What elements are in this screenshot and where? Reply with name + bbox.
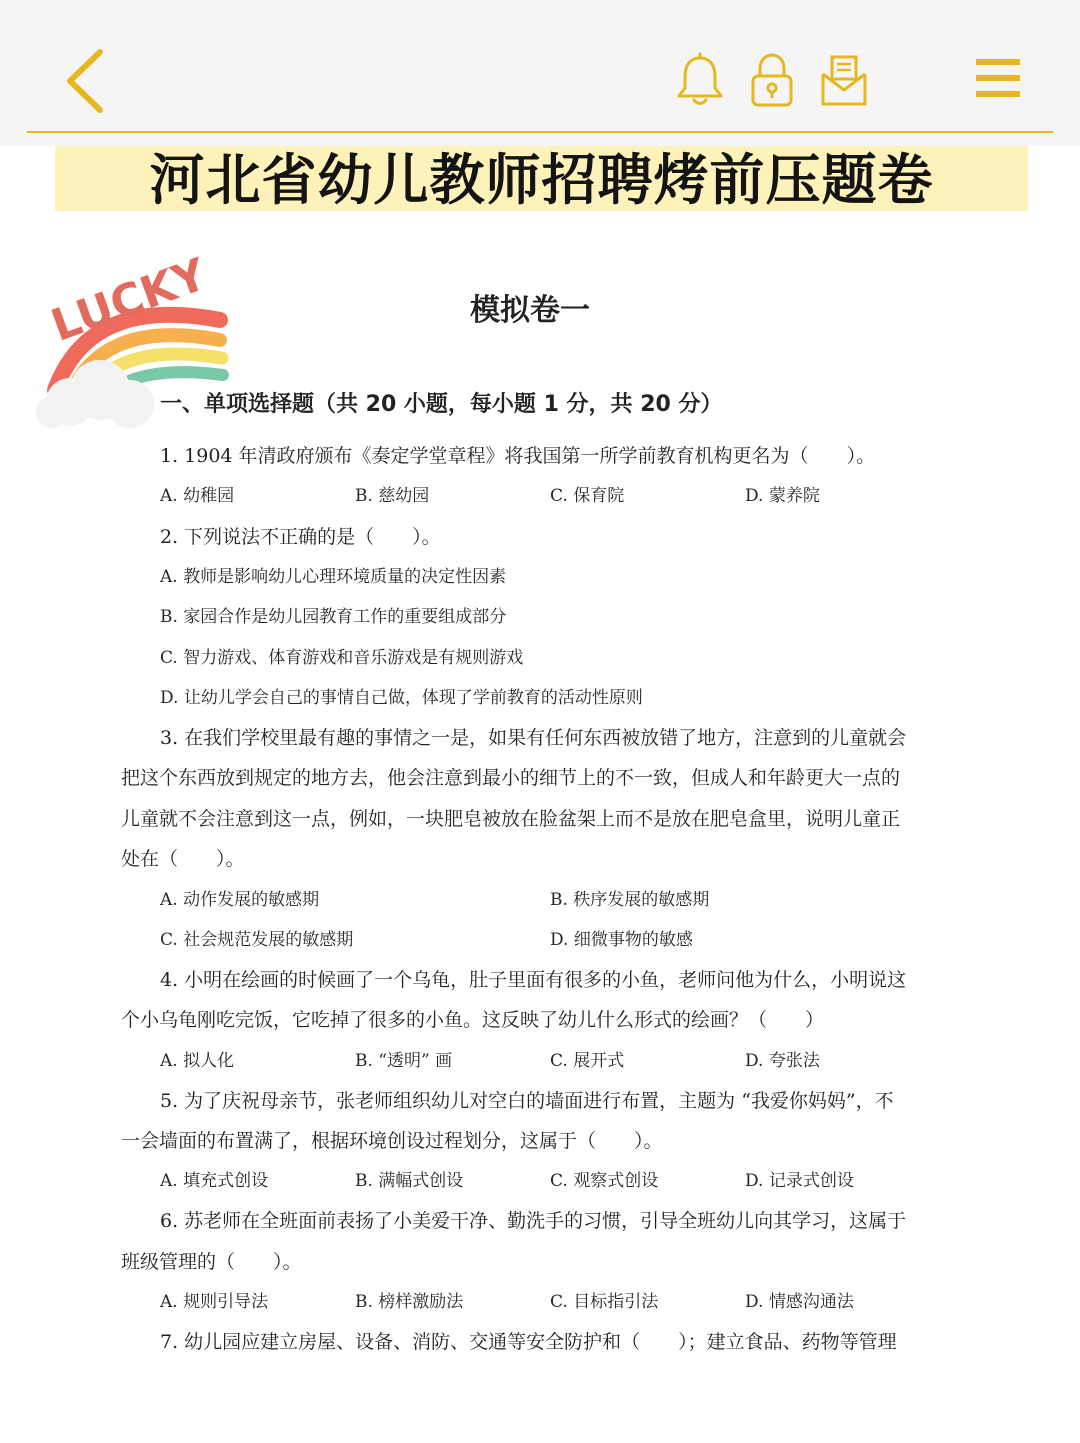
main-title: 河北省幼儿教师招聘烤前压题卷 — [149, 148, 934, 212]
hamburger-menu-icon — [974, 56, 1022, 100]
question-3-line-4: 处在（ ）。 — [121, 848, 245, 870]
q2-option-d: D. 让幼儿学会自己的事情自己做，体现了学前教育的活动性原则 — [160, 688, 643, 708]
question-6-line-2: 班级管理的（ ）。 — [121, 1251, 302, 1273]
q3-option-b: B. 秩序发展的敏感期 — [550, 890, 710, 910]
q1-option-c: C. 保育院 — [550, 486, 625, 506]
question-5-line-2: 一会墙面的布置满了，根据环境创设过程划分，这属于（ ）。 — [121, 1130, 663, 1152]
question-3-line-3: 儿童就不会注意到这一点，例如，一块肥皂被放在脸盆架上而不是放在肥皂盒里，说明儿童正 — [121, 808, 901, 830]
section-heading: 一、单项选择题（共 20 小题，每小题 1 分，共 20 分） — [160, 392, 723, 417]
question-7-line-1: 7. 幼儿园应建立房屋、设备、消防、交通等安全防护和（ ）；建立食品、药物等管理 — [160, 1331, 897, 1353]
q1-option-a: A. 幼稚园 — [160, 486, 235, 506]
paper-title: 模拟卷一 — [470, 293, 590, 328]
lock-icon — [746, 52, 798, 108]
q5-option-c: C. 观察式创设 — [550, 1171, 659, 1191]
top-bar — [0, 0, 1080, 146]
q2-option-a: A. 教师是影响幼儿心理环境质量的决定性因素 — [160, 567, 507, 587]
question-1: 1. 1904 年清政府颁布《奏定学堂章程》将我国第一所学前教育机构更名为（ ）。 — [160, 445, 876, 467]
bell-icon — [674, 52, 726, 108]
question-5-line-1: 5. 为了庆祝母亲节，张老师组织幼儿对空白的墙面进行布置，主题为 “我爱你妈妈”，不 — [160, 1090, 894, 1112]
question-6-line-1: 6. 苏老师在全班面前表扬了小美爱干净、勤洗手的习惯，引导全班幼儿向其学习，这属于 — [160, 1210, 907, 1232]
q6-option-d: D. 情感沟通法 — [745, 1292, 854, 1312]
q2-option-b: B. 家园合作是幼儿园教育工作的重要组成部分 — [160, 607, 507, 627]
mail-icon — [818, 52, 870, 108]
q5-option-d: D. 记录式创设 — [745, 1171, 854, 1191]
header-divider — [27, 131, 1053, 133]
mail-button[interactable] — [818, 52, 870, 108]
question-4-line-1: 4. 小明在绘画的时候画了一个乌龟，肚子里面有很多的小鱼，老师问他为什么，小明说这 — [160, 969, 907, 991]
question-3-line-1: 3. 在我们学校里最有趣的事情之一是，如果有任何东西被放错了地方，注意到的儿童就会 — [160, 727, 907, 749]
q4-option-d: D. 夸张法 — [745, 1051, 820, 1071]
q4-option-c: C. 展开式 — [550, 1051, 625, 1071]
q2-option-c: C. 智力游戏、体育游戏和音乐游戏是有规则游戏 — [160, 648, 524, 668]
question-4-line-2: 个小乌龟刚吃完饭，它吃掉了很多的小鱼。这反映了幼儿什么形式的绘画？（ ） — [121, 1009, 825, 1031]
q3-option-c: C. 社会规范发展的敏感期 — [160, 930, 354, 950]
back-button[interactable] — [58, 44, 114, 118]
notification-button[interactable] — [674, 52, 726, 108]
menu-button[interactable] — [974, 56, 1022, 100]
lucky-text: LUCKY — [44, 249, 214, 352]
question-3-line-2: 把这个东西放到规定的地方去，他会注意到最小的细节上的不一致，但成人和年龄更大一点的 — [121, 767, 901, 789]
q3-option-d: D. 细微事物的敏感 — [550, 930, 693, 950]
q6-option-a: A. 规则引导法 — [160, 1292, 269, 1312]
q5-option-a: A. 填充式创设 — [160, 1171, 269, 1191]
q1-option-d: D. 蒙养院 — [745, 486, 820, 506]
q3-option-a: A. 动作发展的敏感期 — [160, 890, 320, 910]
q5-option-b: B. 满幅式创设 — [355, 1171, 464, 1191]
lock-button[interactable] — [746, 52, 798, 108]
q6-option-b: B. 榜样激励法 — [355, 1292, 464, 1312]
q4-option-a: A. 拟人化 — [160, 1051, 235, 1071]
chevron-left-icon — [58, 44, 114, 118]
question-2: 2. 下列说法不正确的是（ ）。 — [160, 526, 441, 548]
q1-option-b: B. 慈幼园 — [355, 486, 430, 506]
q4-option-b: B. “透明” 画 — [355, 1051, 453, 1071]
q6-option-c: C. 目标指引法 — [550, 1292, 659, 1312]
